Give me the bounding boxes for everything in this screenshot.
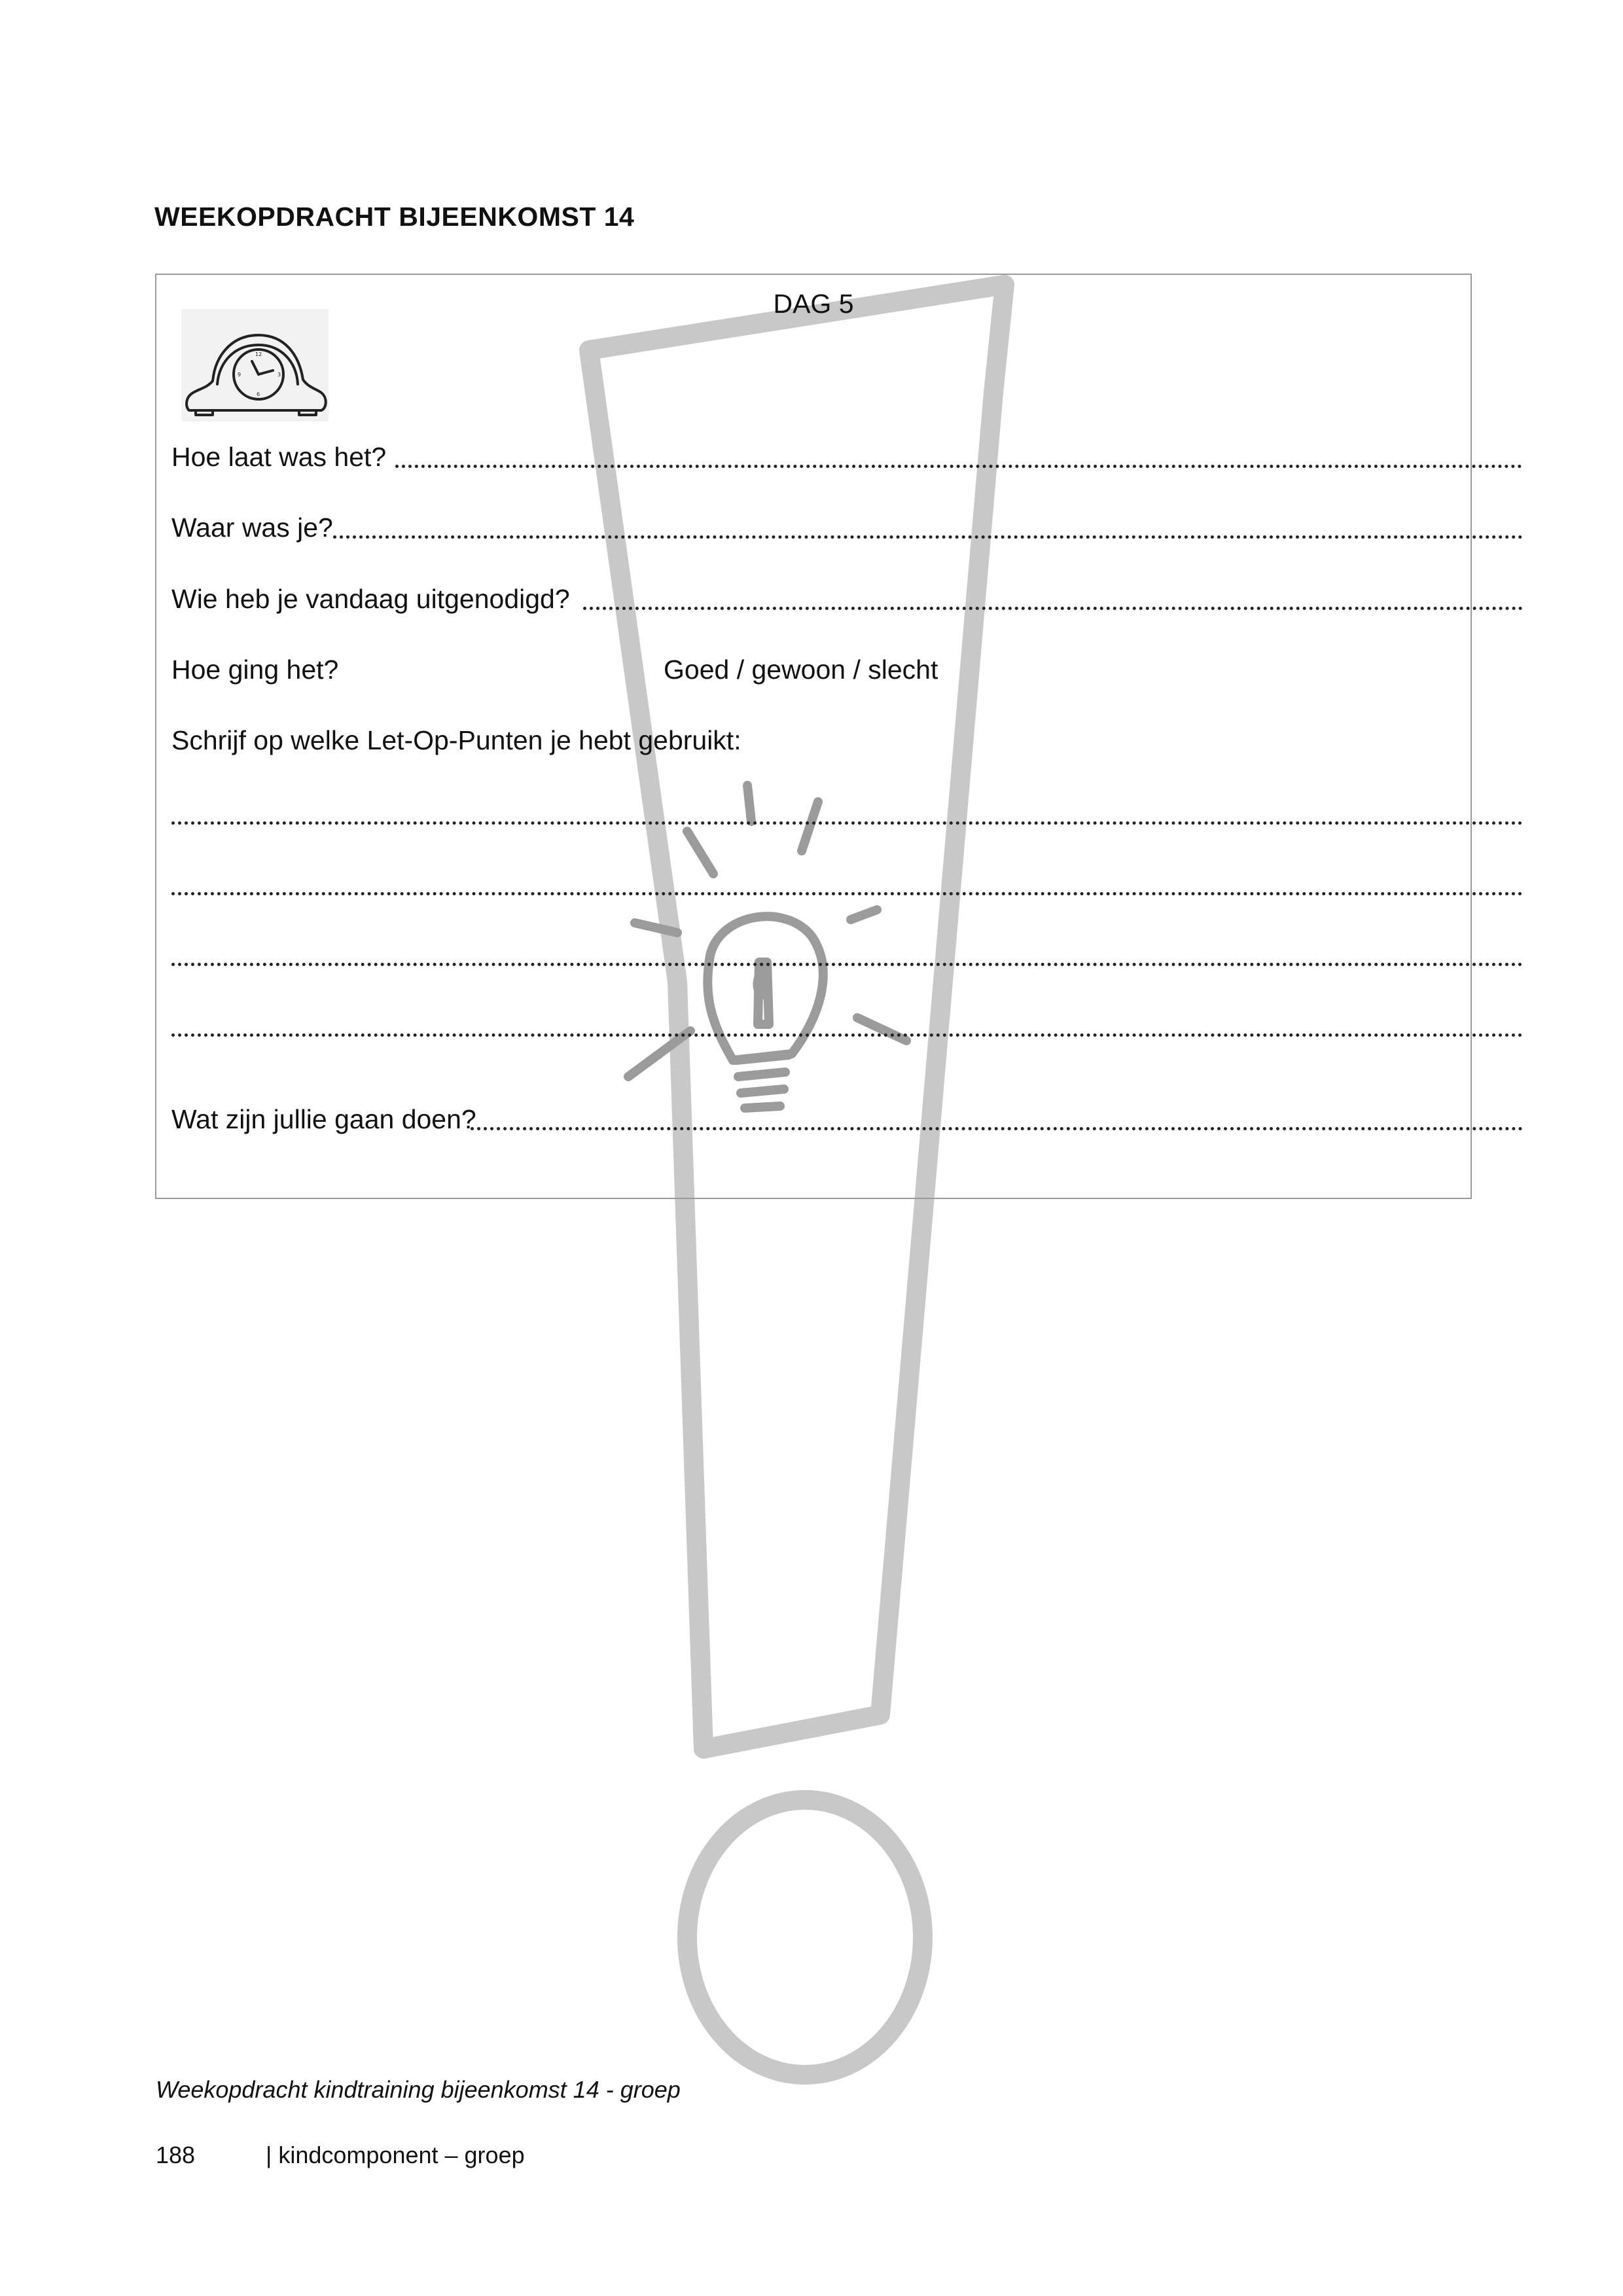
question-points: Schrijf op welke Let-Op-Punten je hebt gebruikt: <box>171 725 741 755</box>
caption: Weekopdracht kindtraining bijeenkomst 14 - groep <box>156 2076 681 2103</box>
question-how: Hoe ging het? <box>171 655 339 685</box>
points-answer-line[interactable] <box>171 963 1523 966</box>
question-time: Hoe laat was het? <box>171 442 387 472</box>
points-answer-line[interactable] <box>171 892 1523 895</box>
page-footer <box>156 2142 525 2169</box>
mantel-clock-icon <box>181 309 329 422</box>
weekly-task-box <box>155 274 1472 1199</box>
question-place: Waar was je? <box>171 512 333 543</box>
answer-line-invited[interactable] <box>583 607 1523 610</box>
svg-text:12: 12 <box>255 351 262 357</box>
question-plan: Wat zijn jullie gaan doen? <box>171 1104 476 1134</box>
question-invited: Wie heb je vandaag uitgenodigd? <box>171 584 570 614</box>
how-options[interactable]: Goed / gewoon / slecht <box>664 655 938 685</box>
svg-text:6: 6 <box>257 391 260 397</box>
svg-text:9: 9 <box>238 372 241 378</box>
section-label: | kindcomponent – groep <box>266 2142 525 2168</box>
answer-line-time[interactable] <box>395 465 1522 468</box>
points-answer-line[interactable] <box>171 821 1523 825</box>
page-number: 188 <box>156 2142 196 2168</box>
answer-line-plan[interactable] <box>471 1127 1523 1130</box>
answer-line-place[interactable] <box>333 535 1523 539</box>
svg-text:3: 3 <box>277 372 281 378</box>
points-answer-line[interactable] <box>171 1033 1523 1037</box>
day-label: DAG 5 <box>773 289 854 319</box>
page-title: WEEKOPDRACHT BIJEENKOMST 14 <box>154 202 635 232</box>
